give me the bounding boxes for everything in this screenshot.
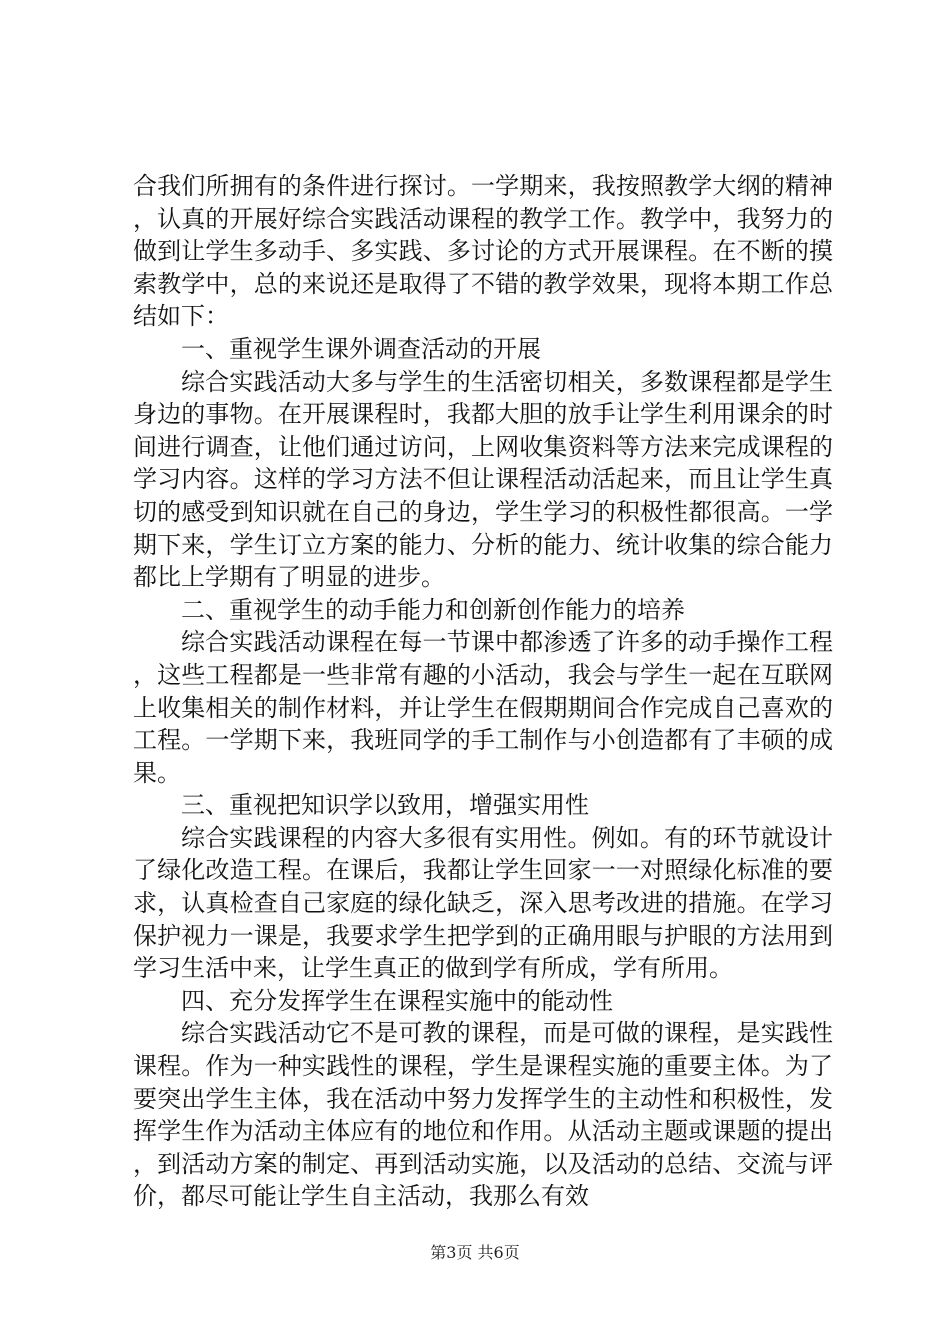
body-paragraph: 综合实践课程的内容大多很有实用性。例如。有的环节就设计了绿化改造工程。在课后，我都让学生回家一一对照绿化标准的要求，认真检查自己家庭的绿化缺乏，深入思考改进的措施。在学习保护视力一课是，我要求学生把学到的正确用眼与护眼的方法用到学习生活中来，让学生真正的做到学有所成，学有所用。	[133, 823, 833, 983]
section-heading: 二、重视学生的动手能力和创新创作能力的培养	[181, 595, 685, 624]
section-heading: 一、重视学生课外调查活动的开展	[181, 334, 541, 363]
document-body	[133, 170, 833, 1213]
body-paragraph: 合我们所拥有的条件进行探讨。一学期来，我按照教学大纲的精神，认真的开展好综合实践活动课程的教学工作。教学中，我努力的做到让学生多动手、多实践、多讨论的方式开展课程。在不断的摸索教学中，总的来说还是取得了不错的教学效果，现将本期工作总结如下：	[133, 172, 833, 331]
section-heading: 四、充分发挥学生在课程实施中的能动性	[181, 986, 613, 1015]
body-paragraph: 综合实践活动大多与学生的生活密切相关，多数课程都是学生身边的事物。在开展课程时，我都大胆的放手让学生利用课余的时间进行调查，让他们通过访问，上网收集资料等方法来完成课程的学习内容。这样的学习方法不但让课程活动活起来，而且让学生真切的感受到知识就在自己的身边，学生学习的积极性都很高。一学期下来，学生订立方案的能力、分析的能力、统计收集的综合能力都比上学期有了明显的进步。	[133, 367, 833, 592]
body-paragraph: 综合实践活动它不是可教的课程，而是可做的课程，是实践性课程。作为一种实践性的课程，学生是课程实施的重要主体。为了要突出学生主体，我在活动中努力发挥学生的主动性和积极性，发挥学生作为活动主体应有的地位和作用。从活动主题或课题的提出，到活动方案的制定、再到活动实施，以及活动的总结、交流与评价，都尽可能让学生自主活动，我那么有效	[133, 1019, 833, 1211]
section-heading: 三、重视把知识学以致用，增强实用性	[181, 791, 589, 820]
page-number-footer: 第3页 共6页	[430, 1243, 520, 1262]
body-paragraph: 综合实践活动课程在每一节课中都渗透了许多的动手操作工程，这些工程都是一些非常有趣的小活动，我会与学生一起在互联网上收集相关的制作材料，并让学生在假期期间合作完成自己喜欢的工程。一学期下来，我班同学的手工制作与小创造都有了丰硕的成果。	[133, 628, 833, 787]
